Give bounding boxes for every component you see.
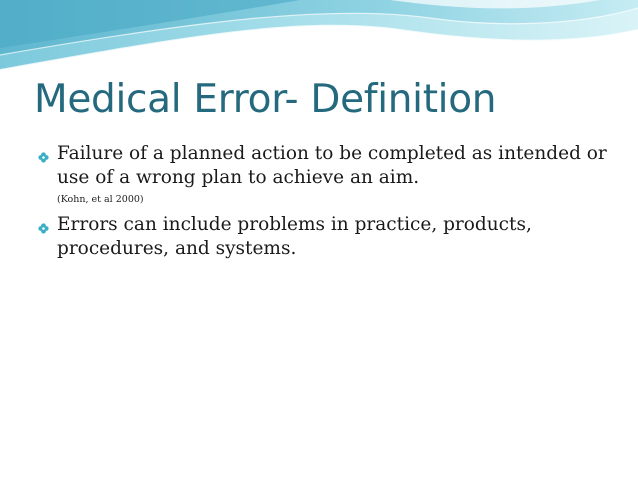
flower-bullet-icon [38,152,49,163]
bullet-item-errors [36,213,616,261]
bullet-text: Errors can include problems in practice, products, procedures, and systems. [57,214,532,259]
bullet-item-definition [36,142,616,208]
bullet-list [36,142,616,266]
bullet-text: Failure of a planned action to be completed as intended or use of a wrong plan to achieve an aim. [57,143,607,188]
slide-title: Medical Error- Definition [34,77,497,122]
citation: (Kohn, et al 2000) [57,194,144,205]
flower-bullet-icon [38,223,49,234]
